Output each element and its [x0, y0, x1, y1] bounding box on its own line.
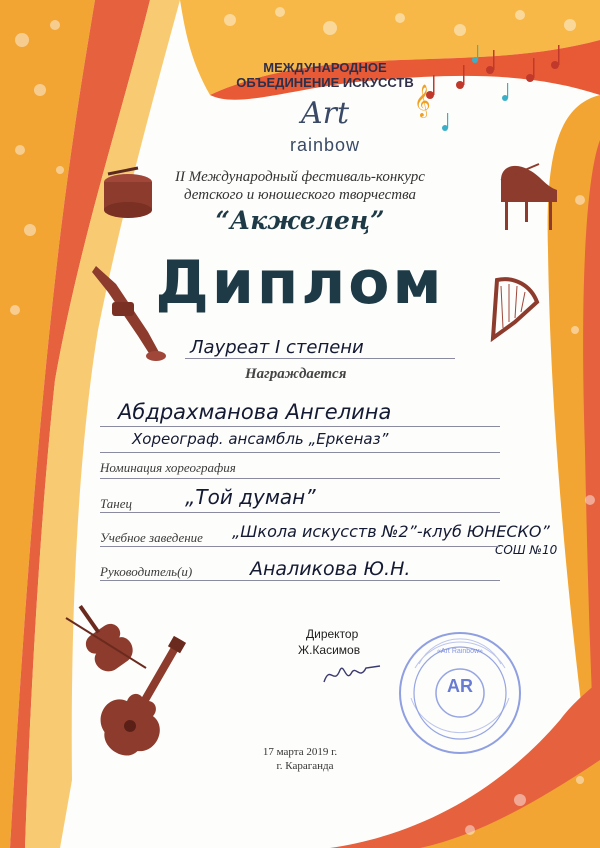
org-name-line1: МЕЖДУНАРОДНОЕ: [263, 60, 387, 75]
logo-rainbow: rainbow: [289, 135, 361, 155]
festival-line2: детского и юношеского творчества: [184, 187, 416, 203]
festival-line1: II Международный фестиваль-конкурс: [175, 169, 425, 185]
issue-date: 17 марта 2019 г.: [262, 746, 338, 758]
nomination-label: Номинация хореография: [100, 460, 236, 475]
leader-rule: [100, 580, 500, 581]
org-name-line2: ОБЪЕДИНЕНИЕ ИСКУССТВ: [236, 75, 414, 90]
director-name: Ж.Касимов: [298, 643, 361, 657]
director-role: Директор: [306, 627, 359, 641]
award-degree: Лауреат I степени: [190, 337, 364, 358]
festival-name: “Акжелең”: [215, 206, 385, 235]
signature-scribble: [320, 660, 390, 690]
guitar-icon: [90, 630, 200, 770]
leader-label: Руководитель(и): [100, 564, 193, 579]
school-rule: [100, 546, 500, 547]
ensemble-rule: [100, 452, 500, 453]
drum-icon: [98, 168, 158, 223]
stamp-center-text: AR: [447, 676, 473, 696]
stamp-ring-text: «Art Rainbow»: [437, 648, 483, 655]
ensemble-name: Хореограф. ансамбль „Еркеназ”: [132, 430, 389, 448]
piano-icon: [495, 160, 563, 235]
dance-label: Танец: [100, 496, 132, 511]
school-value: „Школа искусств №2”-клуб ЮНЕСКО”: [232, 522, 550, 541]
svg-text:𝄞: 𝄞: [414, 84, 431, 117]
degree-rule: [185, 358, 455, 359]
dance-value: „Той думан”: [185, 485, 316, 509]
recipient-rule: [100, 426, 500, 427]
logo-art: Art: [300, 96, 350, 131]
awarded-label: Награждается: [245, 366, 347, 382]
recipient-name: Абдрахманова Ангелина: [118, 400, 392, 424]
issue-city: г. Караганда: [276, 760, 334, 772]
school-label: Учебное заведение: [100, 530, 203, 545]
nomination-rule: [100, 478, 500, 479]
school-extra: СОШ №10: [495, 543, 558, 557]
harp-icon: [485, 272, 545, 342]
diploma-title: Диплом: [155, 248, 445, 318]
leader-value: Аналикова Ю.Н.: [250, 558, 411, 580]
dance-rule: [100, 512, 500, 513]
music-notes-icon: [414, 40, 590, 140]
